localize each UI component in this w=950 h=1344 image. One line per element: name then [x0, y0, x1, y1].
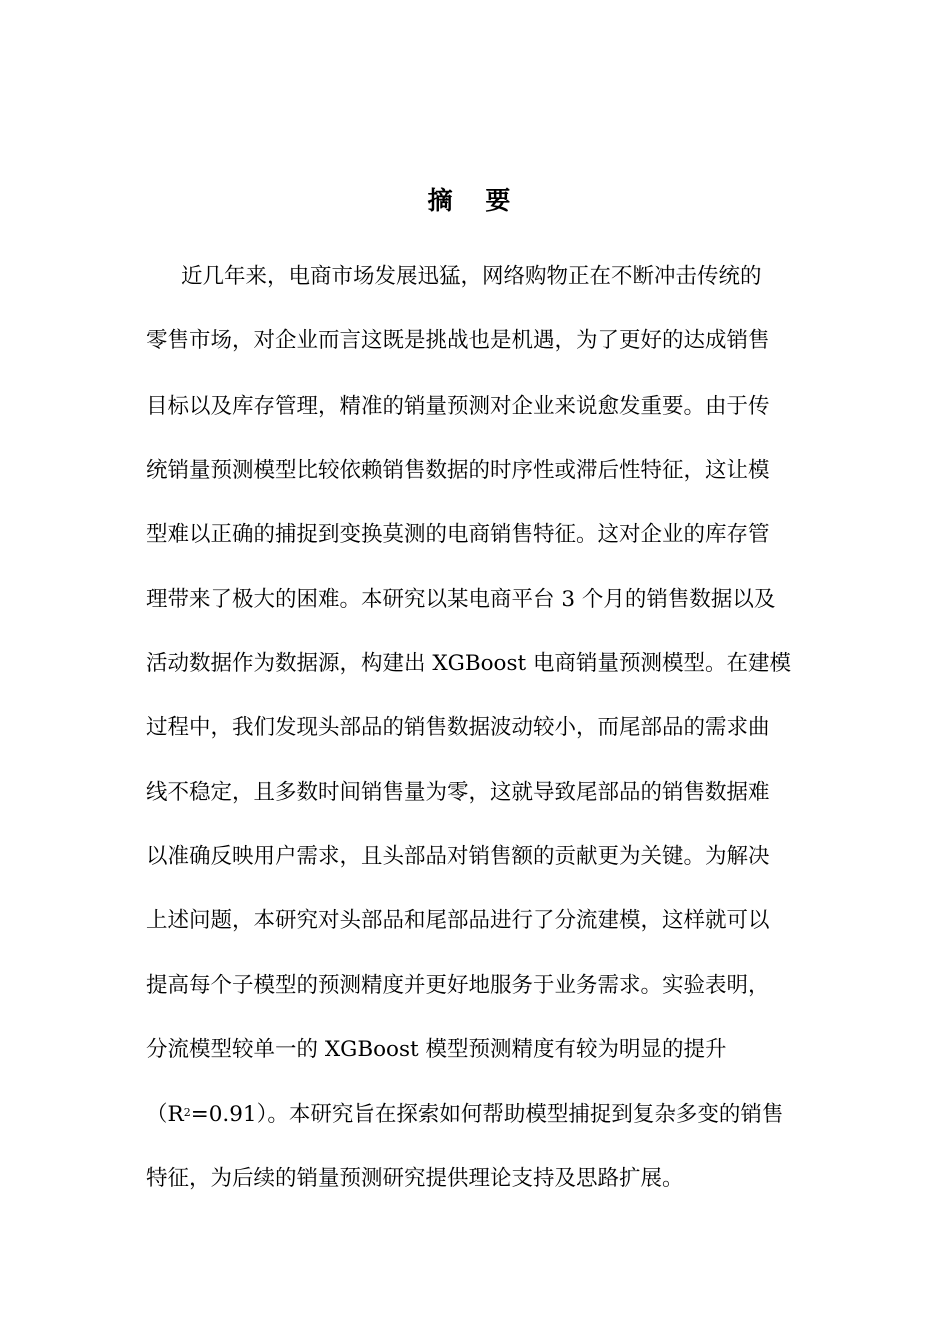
paragraph-line-14: [146, 1100, 806, 1130]
paragraph-line-6: 理带来了极大的困难。本研究以某电商平台 3 个月的销售数据以及: [146, 587, 776, 612]
paragraph-line-2: 零售市场，对企业而言这既是挑战也是机遇，为了更好的达成销售: [146, 328, 770, 353]
paragraph-line-3: 目标以及库存管理，精准的销量预测对企业来说愈发重要。由于传: [146, 394, 770, 419]
paragraph-line-5: 型难以正确的捕捉到变换莫测的电商销售特征。这对企业的库存管: [146, 522, 770, 547]
paragraph-line-15: 特征，为后续的销量预测研究提供理论支持及思路扩展。: [146, 1166, 684, 1191]
r-squared-exponent: 2: [183, 1106, 191, 1119]
paragraph-line-9: 线不稳定，且多数时间销售量为零，这就导致尾部品的销售数据难: [146, 780, 770, 805]
paragraph-line-1: 近几年来，电商市场发展迅猛，网络购物正在不断冲击传统的: [181, 264, 762, 289]
paragraph-line-8: 过程中，我们发现头部品的销售数据波动较小，而尾部品的需求曲: [146, 715, 770, 740]
r-squared-suffix: =0.91）。本研究旨在探索如何帮助模型捕捉到复杂多变的销售: [190, 1102, 784, 1127]
paragraph-line-13: 分流模型较单一的 XGBoost 模型预测精度有较为明显的提升: [146, 1037, 727, 1062]
paragraph-line-11: 上述问题，本研究对头部品和尾部品进行了分流建模，这样就可以: [146, 908, 770, 933]
abstract-title: 摘 要: [427, 186, 523, 215]
r-squared-prefix: （R: [146, 1102, 184, 1127]
paragraph-line-7: 活动数据作为数据源，构建出 XGBoost 电商销量预测模型。在建模: [146, 651, 792, 676]
paragraph-line-4: 统销量预测模型比较依赖销售数据的时序性或滞后性特征，这让模: [146, 458, 770, 483]
paragraph-line-10: 以准确反映用户需求，且头部品对销售额的贡献更为关键。为解决: [146, 844, 770, 869]
paragraph-line-12: 提高每个子模型的预测精度并更好地服务于业务需求。实验表明，: [146, 973, 770, 998]
